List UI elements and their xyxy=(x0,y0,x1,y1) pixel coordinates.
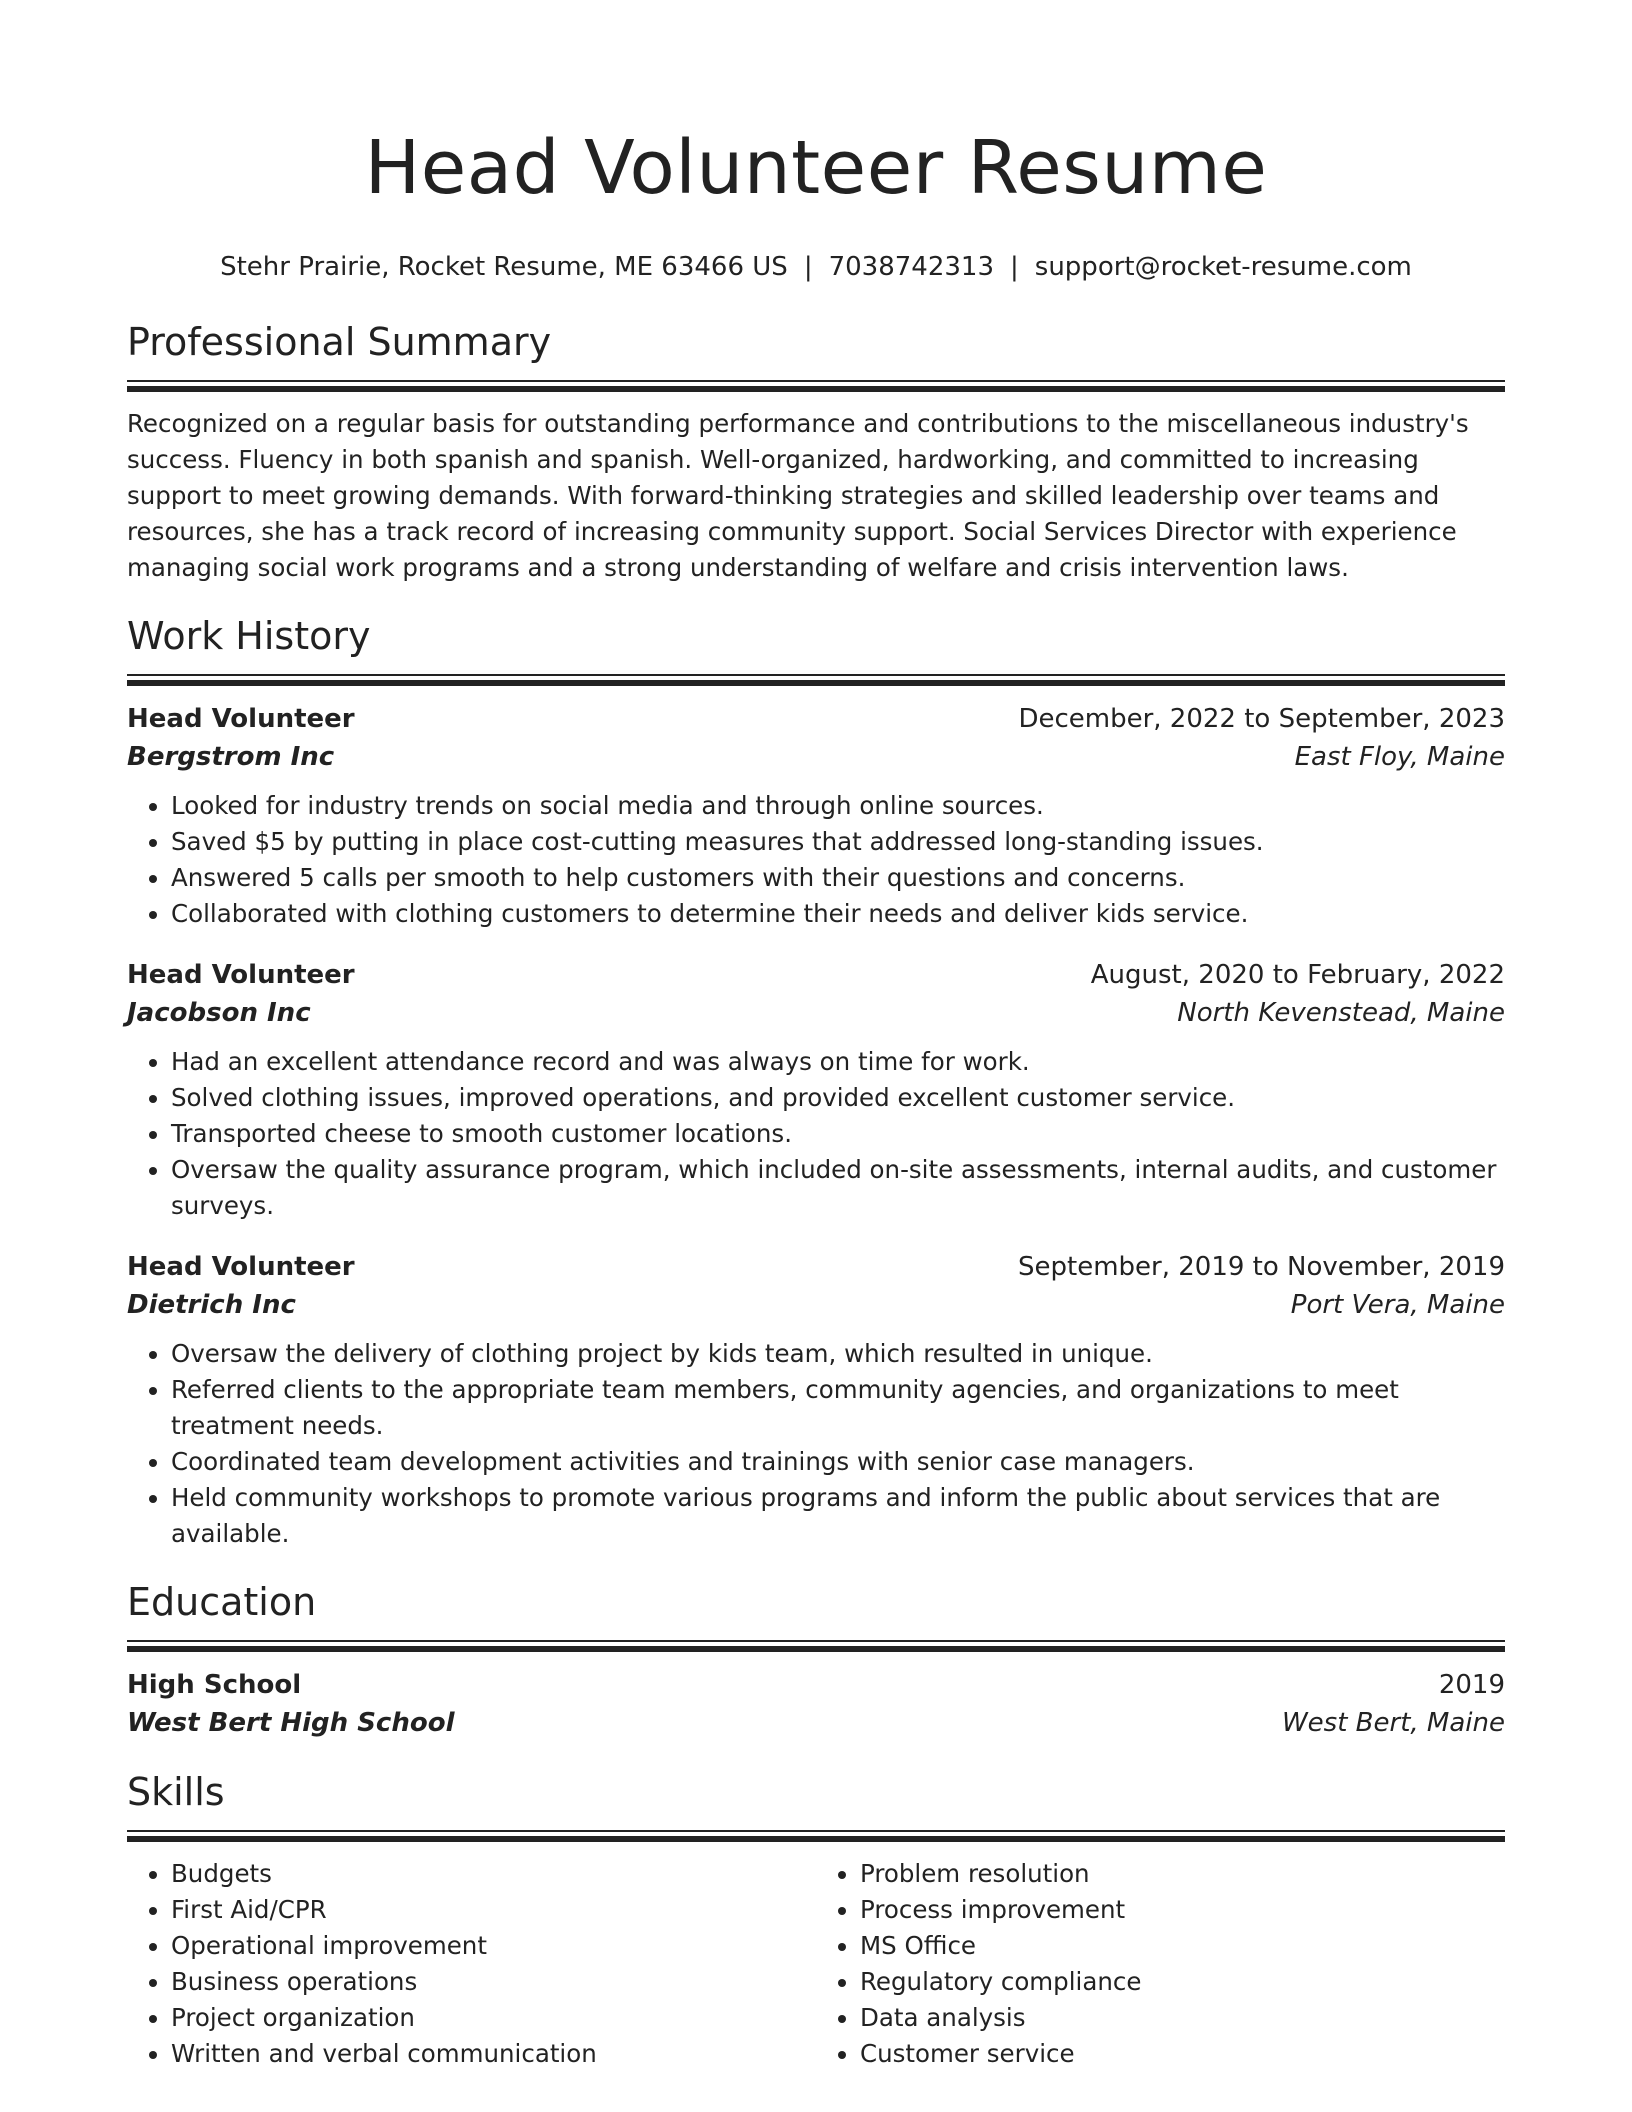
job-position: Head Volunteer xyxy=(127,704,355,734)
skill-item: • Customer service xyxy=(860,2036,1505,2072)
contact-email: support@rocket-resume.com xyxy=(1034,252,1412,282)
skill-item: • Written and verbal communication xyxy=(171,2036,816,2072)
resume-title: Head Volunteer Resume xyxy=(364,125,1268,211)
summary-section xyxy=(127,318,1505,586)
job-header-row xyxy=(127,1248,1505,1286)
education-degree: High School xyxy=(127,1670,302,1700)
section-divider xyxy=(127,1640,1505,1652)
job-location: Port Vera, Maine xyxy=(1290,1290,1505,1320)
job-bullet: • Oversaw the delivery of clothing project by kids team, which resulted in unique. xyxy=(171,1336,1505,1372)
skills-columns xyxy=(127,1856,1505,2072)
job-company: Jacobson Inc xyxy=(127,998,311,1028)
skill-item: • First Aid/CPR xyxy=(171,1892,816,1928)
section-divider xyxy=(127,674,1505,686)
job-bullet: • Had an excellent attendance record and was always on time for work. xyxy=(171,1044,1505,1080)
summary-text: Recognized on a regular basis for outstanding performance and contributions to the miscellaneous industry's success. Fluency in both spanish and spanish. Well-organized, hardworking, and committed to increasing support to meet growing demands. With forward-thinking strategies and skilled leadership over teams and resources, she has a track record of increasing community support. Social Services Director with experience managing social work programs and a strong understanding of welfare and crisis intervention laws. xyxy=(127,409,1469,582)
job-bullet: • Transported cheese to smooth customer locations. xyxy=(171,1116,1505,1152)
job-entry xyxy=(127,1248,1505,1552)
job-location: East Floy, Maine xyxy=(1294,742,1505,772)
job-entry xyxy=(127,956,1505,1224)
job-bullet-list xyxy=(127,1044,1505,1224)
job-bullet: • Coordinated team development activities and trainings with senior case managers. xyxy=(171,1444,1505,1480)
skills-list-left xyxy=(127,1856,816,2072)
skill-item: • Process improvement xyxy=(860,1892,1505,1928)
section-title-skills: Skills xyxy=(127,1770,225,1814)
job-bullet: • Looked for industry trends on social media and through online sources. xyxy=(171,788,1505,824)
job-bullet: • Collaborated with clothing customers to determine their needs and deliver kids service. xyxy=(171,896,1505,932)
skill-item: • Project organization xyxy=(171,2000,816,2036)
skill-item: • Problem resolution xyxy=(860,1856,1505,1892)
contact-line xyxy=(127,250,1505,284)
job-header-row xyxy=(127,700,1505,738)
job-bullet-list xyxy=(127,788,1505,932)
skill-item: • Regulatory compliance xyxy=(860,1964,1505,2000)
job-bullet: • Answered 5 calls per smooth to help customers with their questions and concerns. xyxy=(171,860,1505,896)
job-position: Head Volunteer xyxy=(127,960,355,990)
job-bullet: • Held community workshops to promote various programs and inform the public about services that are available. xyxy=(171,1480,1505,1552)
skill-item: • Budgets xyxy=(171,1856,816,1892)
job-company: Dietrich Inc xyxy=(127,1290,296,1320)
education-school: West Bert High School xyxy=(127,1708,455,1738)
education-location: West Bert, Maine xyxy=(1281,1708,1505,1738)
job-company-row xyxy=(127,994,1505,1032)
skill-item: • MS Office xyxy=(860,1928,1505,1964)
contact-phone: 7038742313 xyxy=(828,252,995,282)
job-company-row xyxy=(127,738,1505,776)
contact-separator: | xyxy=(803,252,813,282)
contact-separator: | xyxy=(1010,252,1019,282)
job-bullet-list xyxy=(127,1336,1505,1552)
education-year: 2019 xyxy=(1438,1670,1505,1700)
work-history-section xyxy=(127,612,1505,1552)
job-bullet: • Saved $5 by putting in place cost-cutting measures that addressed long-standing issues. xyxy=(171,824,1505,860)
section-title-summary: Professional Summary xyxy=(127,320,552,364)
contact-address: Stehr Prairie, Rocket Resume, ME 63466 US xyxy=(220,252,788,282)
job-dates: December, 2022 to September, 2023 xyxy=(1018,704,1505,734)
section-divider xyxy=(127,1830,1505,1842)
skill-item: • Data analysis xyxy=(860,2000,1505,2036)
job-header-row xyxy=(127,956,1505,994)
education-section xyxy=(127,1578,1505,1742)
section-title-work-history: Work History xyxy=(127,614,371,658)
job-location: North Kevenstead, Maine xyxy=(1177,998,1505,1028)
job-entry xyxy=(127,700,1505,932)
job-dates: September, 2019 to November, 2019 xyxy=(1018,1252,1505,1282)
skills-list-right xyxy=(816,1856,1505,2072)
skills-section xyxy=(127,1768,1505,2072)
job-company: Bergstrom Inc xyxy=(127,742,335,772)
job-bullet: • Oversaw the quality assurance program, which included on-site assessments, internal audits, and customer surveys. xyxy=(171,1152,1505,1224)
skill-item: • Operational improvement xyxy=(171,1928,816,1964)
job-position: Head Volunteer xyxy=(127,1252,355,1282)
skill-item: • Business operations xyxy=(171,1964,816,2000)
job-bullet: • Solved clothing issues, improved operations, and provided excellent customer service. xyxy=(171,1080,1505,1116)
job-bullet: • Referred clients to the appropriate team members, community agencies, and organizations to meet treatment needs. xyxy=(171,1372,1505,1444)
job-dates: August, 2020 to February, 2022 xyxy=(1090,960,1505,990)
education-header-row xyxy=(127,1666,1505,1704)
section-divider xyxy=(127,380,1505,392)
education-entry xyxy=(127,1666,1505,1742)
job-company-row xyxy=(127,1286,1505,1324)
education-school-row xyxy=(127,1704,1505,1742)
section-title-education: Education xyxy=(127,1580,317,1624)
